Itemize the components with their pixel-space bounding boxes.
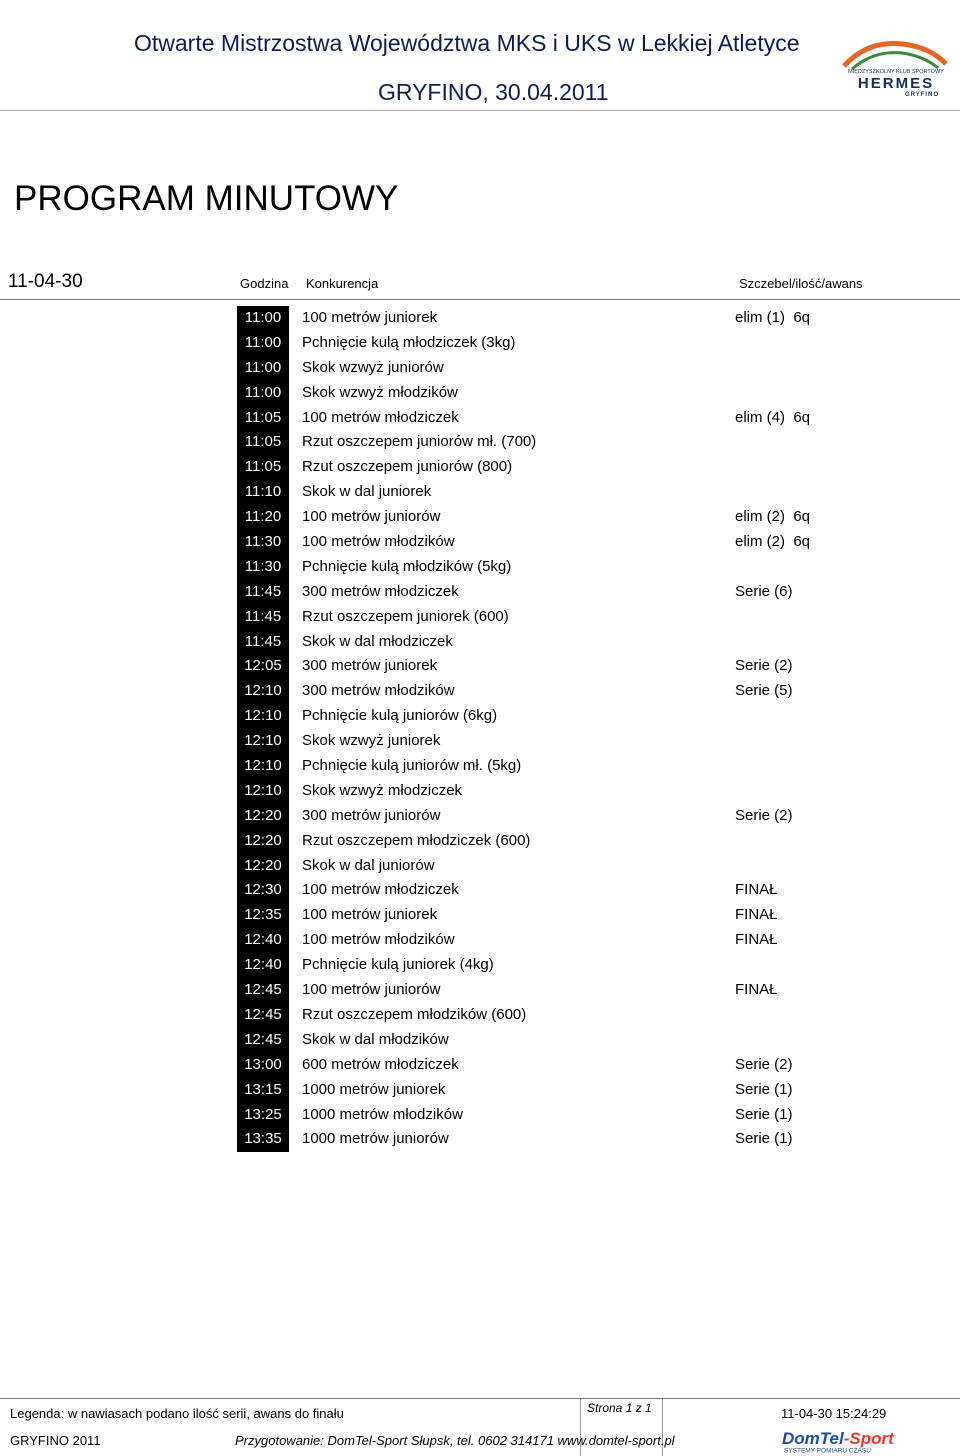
- schedule-row: [237, 480, 877, 505]
- row-stage: Serie (1): [735, 1080, 793, 1098]
- footer-credit: Przygotowanie: DomTel-Sport Słupsk, tel. 0602 314171 www.domtel-sport.pl: [235, 1433, 675, 1448]
- schedule-row: [237, 455, 877, 480]
- row-time: 11:00: [237, 381, 289, 406]
- schedule-row: [237, 978, 877, 1003]
- footer-place: GRYFINO 2011: [10, 1433, 101, 1448]
- row-stage: elim (4) 6q: [735, 408, 811, 426]
- row-time: 11:00: [237, 356, 289, 381]
- row-time: 11:10: [237, 480, 289, 505]
- row-time: 11:30: [237, 555, 289, 580]
- schedule-row: [237, 928, 877, 953]
- schedule-row: [237, 406, 877, 431]
- row-event: 100 metrów juniorek: [302, 906, 438, 924]
- row-time: 12:20: [237, 804, 289, 829]
- brand-name-a: DomTel: [782, 1429, 844, 1448]
- row-event: Pchnięcie kulą juniorów (6kg): [302, 707, 498, 725]
- schedule-row: [237, 1053, 877, 1078]
- row-time: 11:45: [237, 630, 289, 655]
- schedule-date: 11-04-30: [8, 271, 83, 292]
- row-event: Skok w dal młodziczek: [302, 632, 453, 650]
- schedule-row: [237, 654, 877, 679]
- schedule-row: [237, 729, 877, 754]
- row-stage: Serie (2): [735, 806, 793, 824]
- schedule-row: [237, 630, 877, 655]
- event-title: Otwarte Mistrzostwa Województwa MKS i UKS w Lekkiej Atletyce: [134, 30, 800, 56]
- row-event: 300 metrów młodziczek: [302, 582, 459, 600]
- schedule-row: [237, 1127, 877, 1152]
- svg-text:DomTel-Sport: [782, 1429, 895, 1448]
- row-time: 12:40: [237, 928, 289, 953]
- row-event: Skok w dal juniorek: [302, 483, 432, 501]
- row-time: 12:10: [237, 729, 289, 754]
- row-event: Skok w dal młodzików: [302, 1030, 449, 1048]
- footer-divider: [0, 1398, 960, 1399]
- row-time: 13:15: [237, 1078, 289, 1103]
- schedule-row: [237, 804, 877, 829]
- row-time: 11:45: [237, 605, 289, 630]
- row-stage: Serie (2): [735, 657, 793, 675]
- row-event: Skok wzwyż juniorów: [302, 358, 444, 376]
- row-event: 1000 metrów juniorów: [302, 1130, 449, 1148]
- row-event: Rzut oszczepem juniorek (600): [302, 607, 509, 625]
- row-stage: Serie (6): [735, 582, 793, 600]
- row-stage: elim (2) 6q: [735, 508, 811, 526]
- row-event: 100 metrów młodziczek: [302, 881, 459, 899]
- row-time: 12:05: [237, 654, 289, 679]
- row-event: Rzut oszczepem młodzików (600): [302, 1005, 527, 1023]
- row-time: 12:30: [237, 878, 289, 903]
- schedule-row: [237, 430, 877, 455]
- schedule-row: [237, 953, 877, 978]
- row-time: 12:10: [237, 679, 289, 704]
- page-title: PROGRAM MINUTOWY: [14, 179, 399, 218]
- logo-city: GRYFINO: [904, 92, 940, 98]
- footer-legend: Legenda: w nawiasach podano ilość serii, awans do finału: [10, 1406, 344, 1421]
- row-event: Pchnięcie kulą młodzików (5kg): [302, 557, 512, 575]
- row-event: 300 metrów juniorów: [302, 806, 441, 824]
- row-time: 11:00: [237, 331, 289, 356]
- row-event: Skok wzwyż juniorek: [302, 732, 441, 750]
- schedule-row: [237, 878, 877, 903]
- schedule-row: [237, 356, 877, 381]
- print-timestamp: 11-04-30 15:24:29: [781, 1406, 887, 1421]
- row-time: 11:45: [237, 580, 289, 605]
- schedule-row: [237, 679, 877, 704]
- schedule-row: [237, 505, 877, 530]
- schedule-row: [237, 1103, 877, 1128]
- row-time: 12:45: [237, 978, 289, 1003]
- row-time: 11:05: [237, 430, 289, 455]
- row-time: 12:20: [237, 854, 289, 879]
- row-stage: Serie (1): [735, 1130, 793, 1148]
- schedule-row: [237, 530, 877, 555]
- schedule-row: [237, 704, 877, 729]
- row-stage: FINAŁ: [735, 981, 778, 999]
- row-event: 100 metrów juniorów: [302, 981, 441, 999]
- row-time: 11:30: [237, 530, 289, 555]
- row-stage: Serie (1): [735, 1105, 793, 1123]
- row-time: 13:00: [237, 1053, 289, 1078]
- row-time: 11:05: [237, 455, 289, 480]
- schedule-row: [237, 779, 877, 804]
- row-time: 12:10: [237, 704, 289, 729]
- schedule-row: [237, 580, 877, 605]
- header-divider: [0, 110, 960, 111]
- row-stage: FINAŁ: [735, 881, 778, 899]
- row-event: 300 metrów juniorek: [302, 657, 438, 675]
- domtel-sport-logo: [780, 1428, 906, 1454]
- logo-name: HERMES: [857, 75, 935, 92]
- row-event: 100 metrów młodzików: [302, 931, 455, 949]
- row-time: 11:00: [237, 306, 289, 331]
- page-number: Strona 1 z 1: [587, 1401, 652, 1415]
- row-event: 100 metrów juniorek: [302, 309, 438, 326]
- schedule-row: [237, 306, 877, 331]
- brand-name-b: -Sport: [843, 1429, 894, 1448]
- row-stage: elim (1) 6q: [735, 309, 811, 326]
- row-event: Rzut oszczepem juniorów (800): [302, 458, 513, 476]
- event-place-date: GRYFINO, 30.04.2011: [378, 79, 609, 105]
- row-time: 12:40: [237, 953, 289, 978]
- row-event: Pchnięcie kulą młodziczek (3kg): [302, 333, 516, 351]
- row-time: 11:20: [237, 505, 289, 530]
- row-stage: Serie (2): [735, 1055, 793, 1073]
- column-header-stage: Szczebel/ilość/awans: [739, 276, 863, 291]
- row-event: 1000 metrów młodzików: [302, 1105, 463, 1123]
- row-time: 12:20: [237, 829, 289, 854]
- row-time: 12:35: [237, 903, 289, 928]
- row-time: 12:45: [237, 1028, 289, 1053]
- row-time: 12:45: [237, 1003, 289, 1028]
- schedule-list: [237, 306, 877, 1152]
- schedule-row: [237, 1003, 877, 1028]
- schedule-row: [237, 1028, 877, 1053]
- row-event: Skok wzwyż młodzików: [302, 383, 458, 401]
- row-stage: FINAŁ: [735, 906, 778, 924]
- row-event: Rzut oszczepem młodziczek (600): [302, 831, 531, 849]
- row-event: Pchnięcie kulą juniorów mł. (5kg): [302, 757, 522, 775]
- row-stage: elim (2) 6q: [735, 533, 811, 551]
- schedule-row: [237, 829, 877, 854]
- row-event: 300 metrów młodzików: [302, 682, 455, 700]
- row-event: Pchnięcie kulą juniorek (4kg): [302, 956, 494, 974]
- row-event: 100 metrów młodzików: [302, 533, 455, 551]
- row-time: 13:35: [237, 1127, 289, 1152]
- row-time: 12:10: [237, 754, 289, 779]
- hermes-club-logo: [838, 38, 954, 98]
- logo-arc-text: MIĘDZYSZKOLNY KLUB SPORTOWY: [848, 69, 944, 75]
- schedule-row: [237, 1078, 877, 1103]
- column-header-time: Godzina: [240, 276, 289, 291]
- row-event: Rzut oszczepem juniorów mł. (700): [302, 433, 537, 451]
- row-stage: Serie (5): [735, 682, 793, 700]
- row-time: 13:25: [237, 1103, 289, 1128]
- schedule-row: [237, 903, 877, 928]
- row-time: 12:10: [237, 779, 289, 804]
- row-event: 100 metrów juniorów: [302, 508, 441, 526]
- schedule-row: [237, 555, 877, 580]
- schedule-row: [237, 605, 877, 630]
- row-event: 600 metrów młodziczek: [302, 1055, 459, 1073]
- schedule-row: [237, 331, 877, 356]
- brand-tagline: SYSTEMY POMIARU CZASU: [784, 1447, 871, 1454]
- row-event: 100 metrów młodziczek: [302, 408, 459, 426]
- row-event: 1000 metrów juniorek: [302, 1080, 446, 1098]
- schedule-row: [237, 754, 877, 779]
- row-stage: FINAŁ: [735, 931, 778, 949]
- schedule-row: [237, 854, 877, 879]
- row-time: 11:05: [237, 406, 289, 431]
- row-event: Skok w dal juniorów: [302, 856, 435, 874]
- schedule-row: [237, 381, 877, 406]
- column-header-event: Konkurencja: [306, 276, 379, 291]
- row-event: Skok wzwyż młodziczek: [302, 781, 463, 799]
- column-header-divider: [0, 299, 960, 300]
